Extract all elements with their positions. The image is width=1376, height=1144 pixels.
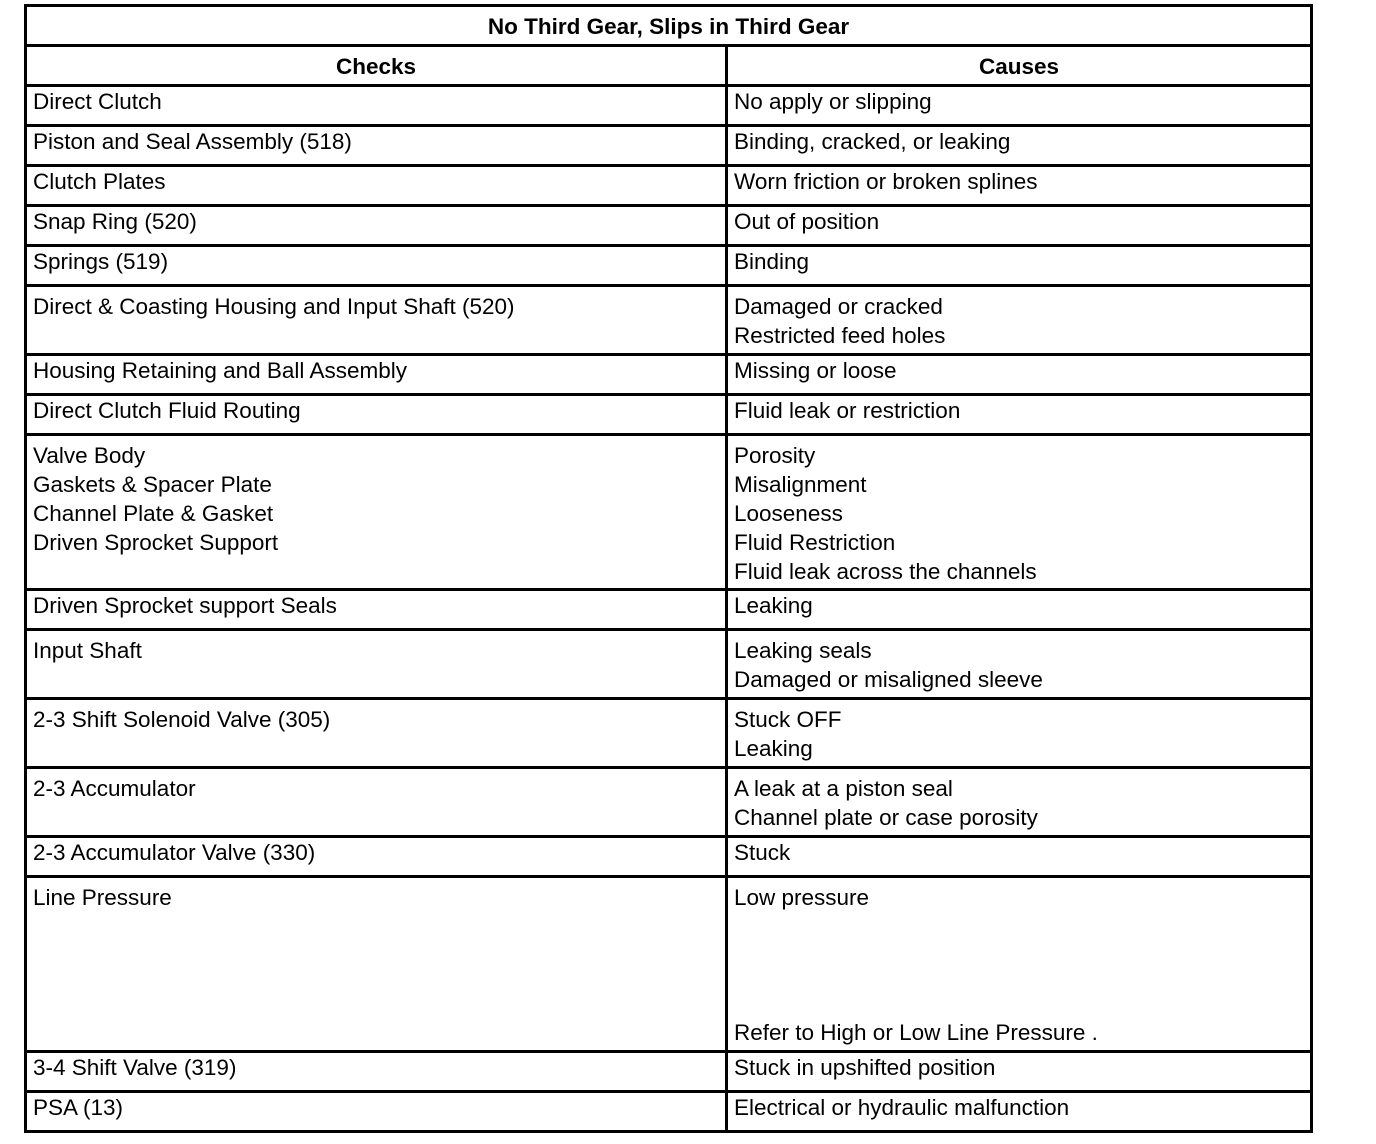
- table-title: No Third Gear, Slips in Third Gear: [26, 6, 1312, 46]
- check-text: Direct & Coasting Housing and Input Shaft (520): [33, 294, 515, 319]
- cause-text: Worn friction or broken splines: [734, 169, 1038, 194]
- table-row: [26, 286, 1312, 355]
- cause-text: Binding, cracked, or leaking: [734, 129, 1011, 154]
- cause-cell: [727, 768, 1312, 837]
- cause-cell: [727, 286, 1312, 355]
- check-text: PSA (13): [33, 1095, 124, 1120]
- check-text: Direct Clutch: [33, 89, 162, 114]
- check-text: Driven Sprocket Support: [33, 530, 279, 555]
- check-text: Piston and Seal Assembly (518): [33, 129, 352, 154]
- table-row: [26, 877, 1312, 1052]
- check-cell: [26, 837, 727, 877]
- check-cell: [26, 1052, 727, 1092]
- cause-text: Stuck OFF: [734, 707, 842, 732]
- causes-header: Causes: [727, 46, 1312, 86]
- cause-cell: [727, 166, 1312, 206]
- check-cell: [26, 206, 727, 246]
- check-cell: [26, 395, 727, 435]
- check-text: Direct Clutch Fluid Routing: [33, 398, 301, 423]
- checks-header: Checks: [26, 46, 727, 86]
- check-cell: [26, 86, 727, 126]
- cause-text: No apply or slipping: [734, 89, 932, 114]
- cause-cell: [727, 699, 1312, 768]
- check-text: Input Shaft: [33, 638, 142, 663]
- table-row: [26, 630, 1312, 699]
- check-text: Channel Plate & Gasket: [33, 501, 274, 526]
- table-row: [26, 1052, 1312, 1092]
- check-cell: [26, 126, 727, 166]
- cause-text: Damaged or cracked: [734, 294, 943, 319]
- table-row: [26, 246, 1312, 286]
- cause-text: Channel plate or case porosity: [734, 805, 1038, 830]
- cause-text: Low pressure: [734, 885, 870, 910]
- cause-cell: [727, 590, 1312, 630]
- diagnosis-table: [24, 4, 1313, 1133]
- table-row: [26, 1092, 1312, 1132]
- check-cell: [26, 590, 727, 630]
- check-text: 2-3 Accumulator: [33, 776, 196, 801]
- check-text: Gaskets & Spacer Plate: [33, 472, 272, 497]
- check-text: 3-4 Shift Valve (319): [33, 1055, 237, 1080]
- check-cell: [26, 286, 727, 355]
- check-text: Clutch Plates: [33, 169, 166, 194]
- table-row: [26, 699, 1312, 768]
- cause-cell: [727, 86, 1312, 126]
- cause-text: Fluid leak or restriction: [734, 398, 961, 423]
- table-row: [26, 435, 1312, 590]
- cause-cell: [727, 877, 1312, 1052]
- cause-text: A leak at a piston seal: [734, 776, 953, 801]
- check-text: Housing Retaining and Ball Assembly: [33, 358, 407, 383]
- cause-text: Porosity: [734, 443, 816, 468]
- check-cell: [26, 630, 727, 699]
- check-cell: [26, 166, 727, 206]
- cause-cell: [727, 246, 1312, 286]
- cause-text: Binding: [734, 249, 810, 274]
- cause-text: Stuck in upshifted position: [734, 1055, 996, 1080]
- header-row: [26, 46, 1312, 86]
- cause-text: Restricted feed holes: [734, 323, 946, 348]
- cause-text: Fluid Restriction: [734, 530, 896, 555]
- refer-note: Refer to High or Low Line Pressure .: [734, 1020, 1098, 1045]
- table-row: [26, 206, 1312, 246]
- table-row: [26, 768, 1312, 837]
- cause-cell: [727, 1092, 1312, 1132]
- table-row: [26, 837, 1312, 877]
- table-row: [26, 126, 1312, 166]
- check-text: 2-3 Accumulator Valve (330): [33, 840, 316, 865]
- cause-cell: [727, 630, 1312, 699]
- cause-cell: [727, 126, 1312, 166]
- cause-text: Leaking seals: [734, 638, 872, 663]
- cause-cell: [727, 837, 1312, 877]
- check-text: Springs (519): [33, 249, 169, 274]
- cause-text: Looseness: [734, 501, 843, 526]
- table-row: [26, 590, 1312, 630]
- cause-cell: [727, 355, 1312, 395]
- cause-cell: [727, 206, 1312, 246]
- cause-text: Stuck: [734, 840, 791, 865]
- cause-text: Fluid leak across the channels: [734, 559, 1037, 584]
- cause-text: Out of position: [734, 209, 880, 234]
- check-cell: [26, 699, 727, 768]
- check-text: Line Pressure: [33, 885, 172, 910]
- cause-text: Leaking: [734, 593, 813, 618]
- check-cell: [26, 877, 727, 1052]
- check-cell: [26, 1092, 727, 1132]
- cause-cell: [727, 1052, 1312, 1092]
- cause-text: Damaged or misaligned sleeve: [734, 667, 1043, 692]
- check-cell: [26, 246, 727, 286]
- check-cell: [26, 435, 727, 590]
- table-row: [26, 395, 1312, 435]
- check-cell: [26, 768, 727, 837]
- cause-text: Missing or loose: [734, 358, 897, 383]
- check-text: Snap Ring (520): [33, 209, 197, 234]
- check-text: 2-3 Shift Solenoid Valve (305): [33, 707, 331, 732]
- cause-cell: [727, 395, 1312, 435]
- title-row: [26, 6, 1312, 46]
- table-row: [26, 86, 1312, 126]
- cause-text: Electrical or hydraulic malfunction: [734, 1095, 1070, 1120]
- check-text: Valve Body: [33, 443, 146, 468]
- cause-cell: [727, 435, 1312, 590]
- table-row: [26, 355, 1312, 395]
- check-text: Driven Sprocket support Seals: [33, 593, 337, 618]
- cause-text: Misalignment: [734, 472, 867, 497]
- cause-text: Leaking: [734, 736, 813, 761]
- check-cell: [26, 355, 727, 395]
- table-row: [26, 166, 1312, 206]
